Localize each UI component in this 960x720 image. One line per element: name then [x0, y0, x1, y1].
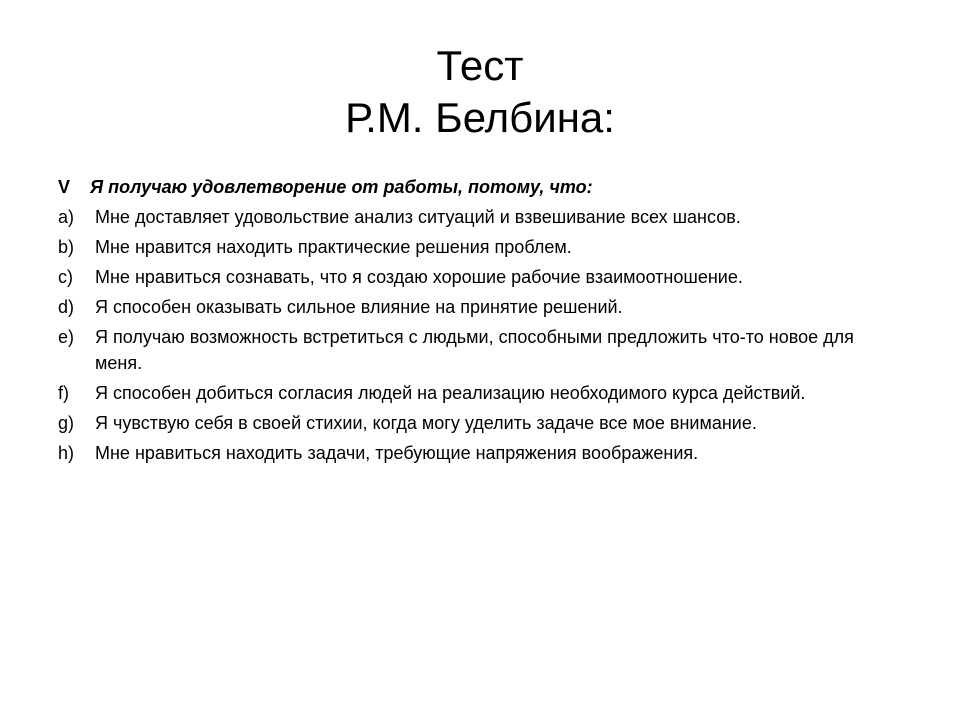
option-text: Я способен оказывать сильное влияние на принятие решений.: [95, 297, 623, 317]
answer-option-c: [58, 264, 898, 290]
option-text: Мне нравиться находить задачи, требующие напряжения воображения.: [95, 443, 699, 463]
option-letter: a): [58, 207, 75, 227]
slide-content: [58, 174, 898, 470]
option-text: Мне нравится находить практические решения проблем.: [95, 237, 572, 257]
option-letter: g): [58, 413, 75, 433]
option-letter: f): [58, 383, 69, 403]
option-text: Мне нравиться сознавать, что я создаю хорошие рабочие взаимоотношение.: [95, 267, 743, 287]
option-letter: e): [58, 327, 75, 347]
answer-options-list: [58, 204, 898, 466]
question-text: Я получаю удовлетворение от работы, потому, что:: [90, 177, 593, 197]
answer-option-g: [58, 410, 898, 436]
option-text: Мне доставляет удовольствие анализ ситуаций и взвешивание всех шансов.: [95, 207, 741, 227]
answer-option-e: [58, 324, 898, 376]
question-marker: V: [58, 177, 71, 197]
question-heading: [58, 174, 898, 200]
slide-title: [0, 40, 960, 144]
option-text: Я получаю возможность встретиться с людьми, способными предложить что-то новое для меня.: [95, 327, 854, 373]
answer-option-b: [58, 234, 898, 260]
title-line-2: Р.М. Белбина:: [345, 94, 615, 141]
answer-option-d: [58, 294, 898, 320]
answer-option-f: [58, 380, 898, 406]
option-letter: b): [58, 237, 75, 257]
answer-option-a: [58, 204, 898, 230]
option-letter: h): [58, 443, 75, 463]
answer-option-h: [58, 440, 898, 466]
option-letter: d): [58, 297, 75, 317]
option-text: Я способен добиться согласия людей на реализацию необходимого курса действий.: [95, 383, 806, 403]
option-letter: c): [58, 267, 73, 287]
option-text: Я чувствую себя в своей стихии, когда могу уделить задаче все мое внимание.: [95, 413, 757, 433]
title-line-1: Тест: [436, 42, 524, 89]
